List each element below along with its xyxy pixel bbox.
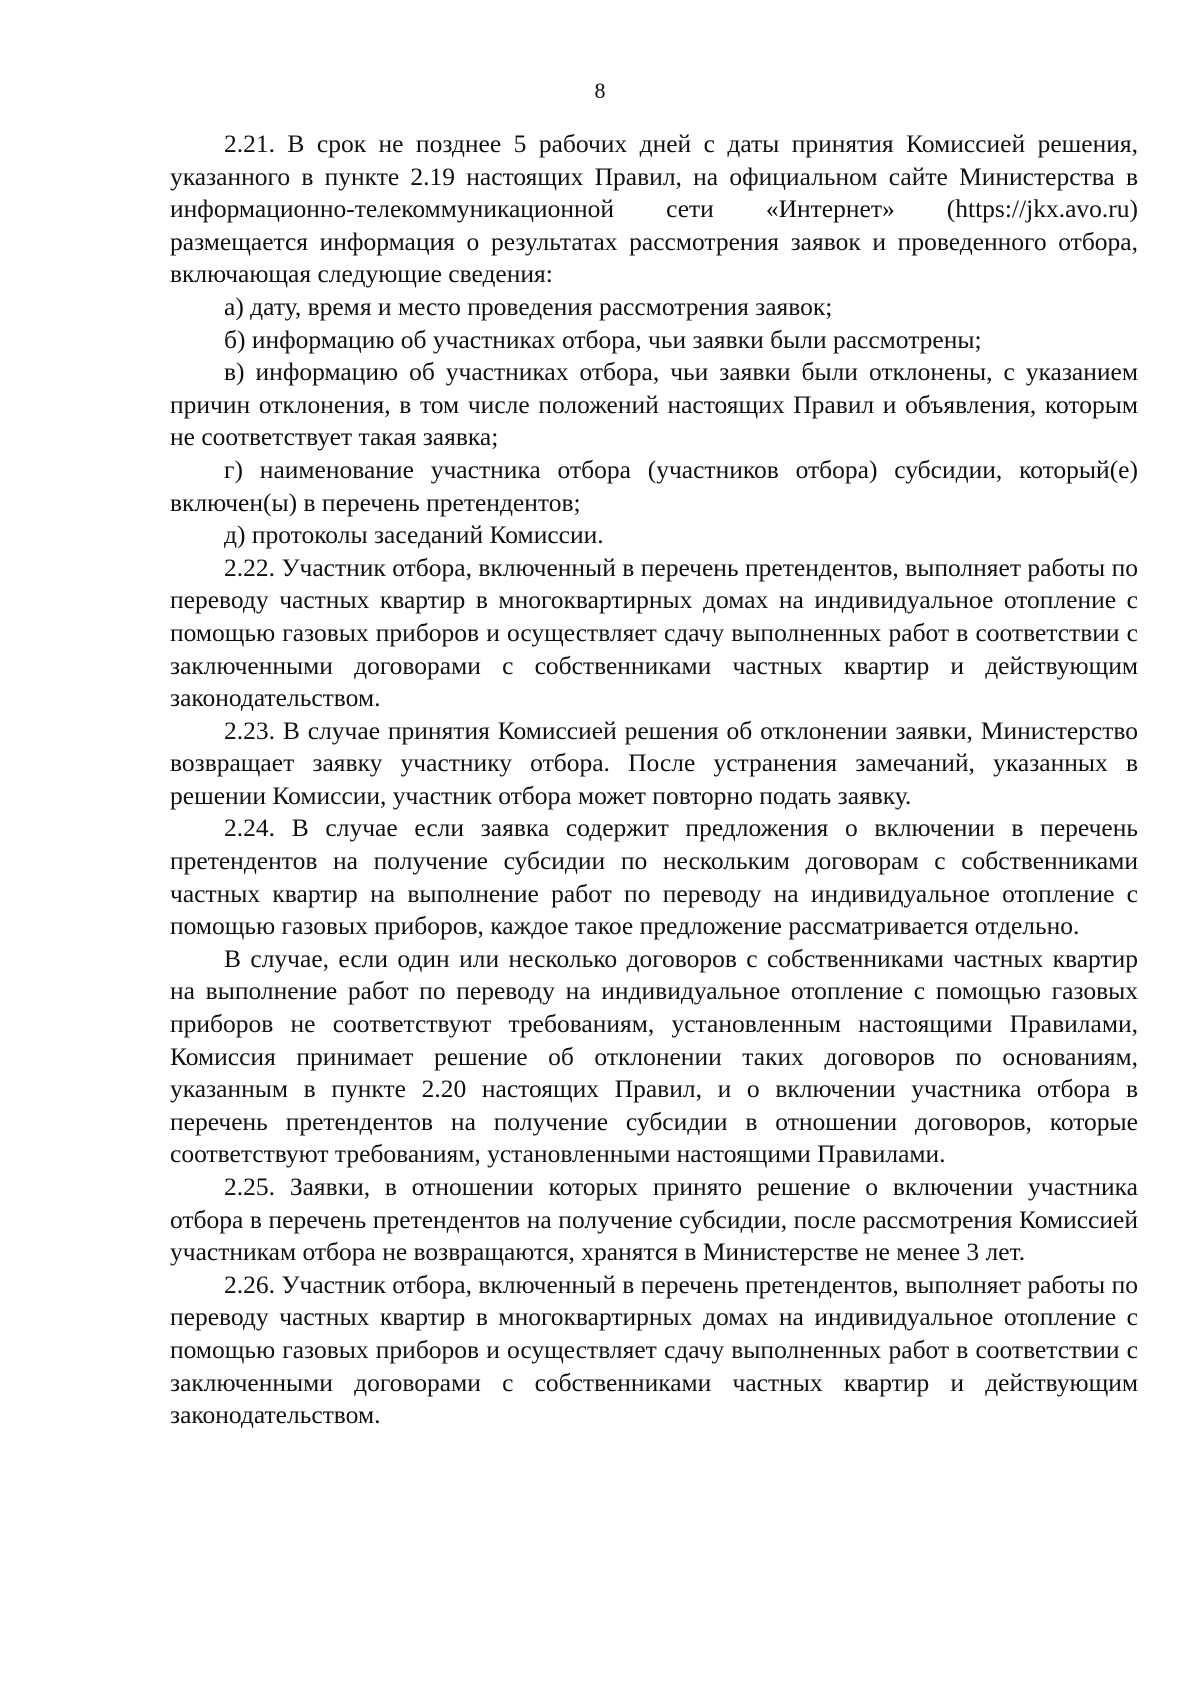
paragraph-2-24-continued: В случае, если один или несколько договоров с собственниками частных квартир на выполнение работ по переводу на индивидуальное отопление с помощью газовых приборов не соответствуют требованиям, установленным настоящими Правилами, Комиссия принимает решение об отклонении таких договоров по основаниям, указанным в пункте 2.20 настоящих Правил, и о включении участника отбора в перечень претендентов на получение субсидии в отношении договоров, которые соответствуют требованиям, установленными настоящими Правилами. [170, 943, 1138, 1169]
list-item-g: г) наименование участника отбора (участников отбора) субсидии, который(е) включен(ы) в перечень претендентов; [170, 454, 1138, 517]
paragraph-2-21: 2.21. В срок не позднее 5 рабочих дней с даты принятия Комиссией решения, указанного в пункте 2.19 настоящих Правил, на официальном сайте Министерства в информационно-телекоммуникационной сети «Интернет» (https://jkx.avo.ru) размещается информация о результатах рассмотрения заявок и проведенного отбора, включающая следующие сведения: [170, 129, 1138, 289]
paragraph-2-25: 2.25. Заявки, в отношении которых принято решение о включении участника отбора в перечень претендентов на получение субсидии, после рассмотрения Комиссией участникам отбора не возвращаются, хранятся в Министерстве не менее 3 лет. [170, 1172, 1138, 1267]
list-item-a: а) дату, время и место проведения рассмотрения заявок; [224, 291, 833, 321]
list-item-d: д) протоколы заседаний Комиссии. [224, 520, 604, 550]
list-item-v: в) информацию об участниках отбора, чьи заявки были отклонены, с указанием причин отклонения, в том числе положений настоящих Правил и объявления, которым не соответствует такая заявка; [170, 357, 1138, 452]
paragraph-2-22: 2.22. Участник отбора, включенный в перечень претендентов, выполняет работы по переводу частных квартир в многоквартирных домах на индивидуальное отопление с помощью газовых приборов и осуществляет сдачу выполненных работ в соответствии с заключенными договорами с собственниками частных квартир и действующим законодательством. [170, 552, 1138, 713]
list-item-b: б) информацию об участниках отбора, чьи заявки были рассмотрены; [224, 324, 982, 354]
page-number: 8 [594, 78, 606, 103]
paragraph-2-26: 2.26. Участник отбора, включенный в перечень претендентов, выполняет работы по переводу частных квартир в многоквартирных домах на индивидуальное отопление с помощью газовых приборов и осуществляет сдачу выполненных работ в соответствии с заключенными договорами с собственниками частных квартир и действующим законодательством. [170, 1269, 1138, 1430]
paragraph-2-23: 2.23. В случае принятия Комиссией решения об отклонении заявки, Министерство возвращает заявку участнику отбора. После устранения замечаний, указанных в решении Комиссии, участник отбора может повторно подать заявку. [170, 715, 1138, 810]
document-body [170, 128, 1138, 1432]
paragraph-2-24: 2.24. В случае если заявка содержит предложения о включении в перечень претендентов на получение субсидии по нескольким договорам с собственниками частных квартир на выполнение работ по переводу на индивидуальное отопление с помощью газовых приборов, каждое такое предложение рассматривается отдельно. [170, 813, 1138, 941]
